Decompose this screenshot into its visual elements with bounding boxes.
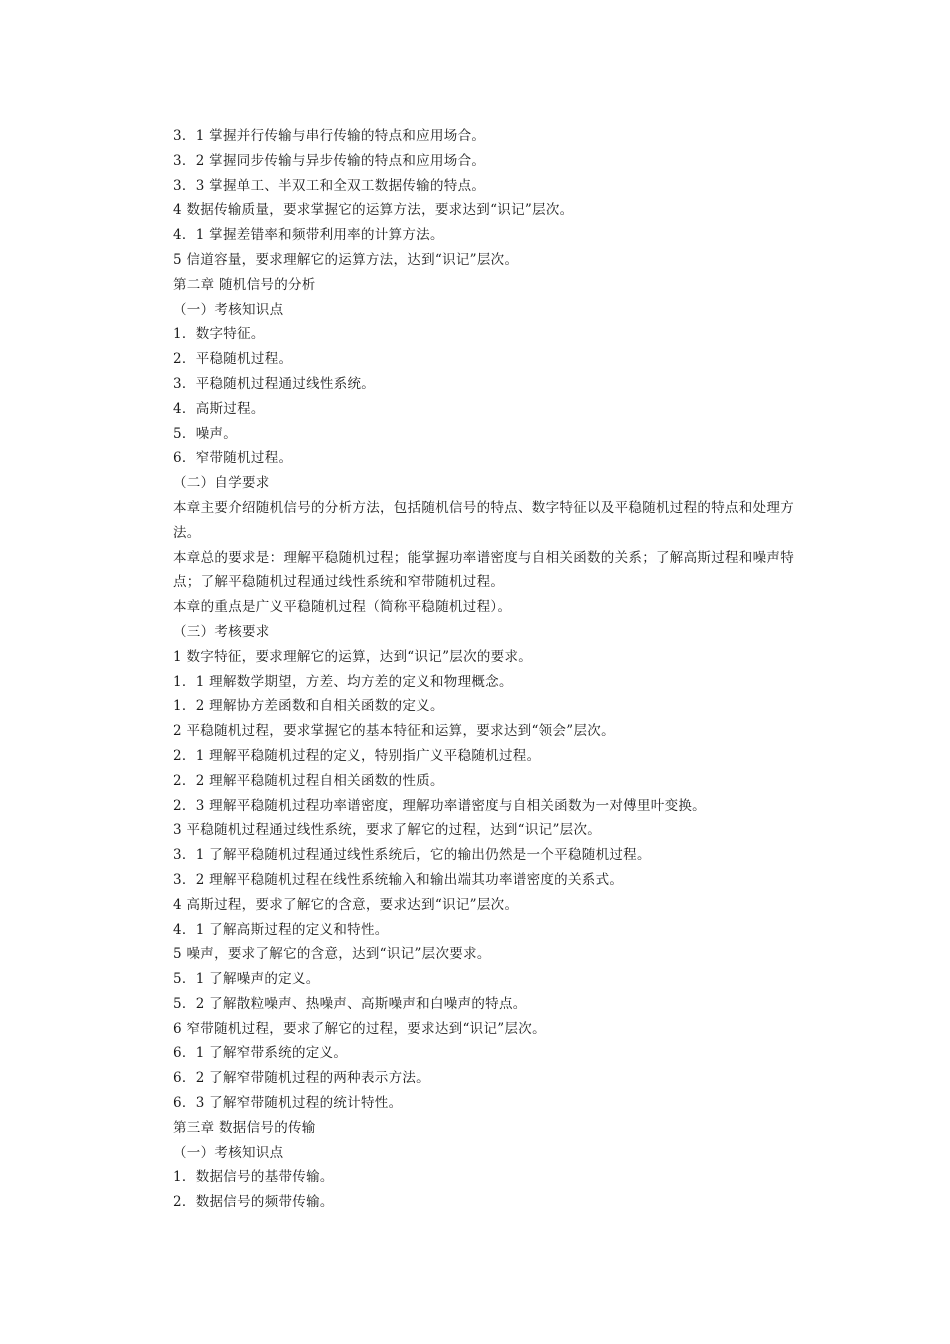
text-line: 1．2 理解协方差函数和自相关函数的定义。 xyxy=(173,698,444,715)
section-heading: （一）考核知识点 xyxy=(173,1144,284,1161)
paragraph: 本章总的要求是：理解平稳随机过程；能掌握功率谱密度与自相关函数的关系；了解高斯过程和噪声特点；了解平稳随机过程通过线性系统和窄带随机过程。 xyxy=(173,549,794,591)
text-line: 4．1 掌握差错率和频带利用率的计算方法。 xyxy=(173,227,444,244)
text-line: 4 数据传输质量，要求掌握它的运算方法，要求达到“识记”层次。 xyxy=(173,202,574,219)
text-line: 2．数据信号的频带传输。 xyxy=(173,1194,334,1211)
text-line: 2．2 理解平稳随机过程自相关函数的性质。 xyxy=(173,772,444,789)
text-line: 3．2 掌握同步传输与异步传输的特点和应用场合。 xyxy=(173,152,486,169)
text-line: 5．2 了解散粒噪声、热噪声、高斯噪声和白噪声的特点。 xyxy=(173,995,527,1012)
text-line: 5．1 了解噪声的定义。 xyxy=(173,971,320,988)
text-line: 1．1 理解数学期望，方差、均方差的定义和物理概念。 xyxy=(173,673,513,690)
text-line: 4 高斯过程，要求了解它的含意，要求达到“识记”层次。 xyxy=(173,896,519,913)
document-body xyxy=(173,124,813,1215)
text-line: 5 信道容量，要求理解它的运算方法，达到“识记”层次。 xyxy=(173,251,519,268)
text-line: 6．1 了解窄带系统的定义。 xyxy=(173,1045,348,1062)
text-line: 2．平稳随机过程。 xyxy=(173,351,293,368)
text-line: 2 平稳随机过程，要求掌握它的基本特征和运算，要求达到“领会”层次。 xyxy=(173,723,615,740)
text-line: 本章的重点是广义平稳随机过程（简称平稳随机过程）。 xyxy=(173,599,512,616)
section-heading: （一）考核知识点 xyxy=(173,301,284,318)
text-line: 6．2 了解窄带随机过程的两种表示方法。 xyxy=(173,1070,430,1087)
chapter-heading: 第二章 随机信号的分析 xyxy=(173,276,316,293)
text-line: 3．平稳随机过程通过线性系统。 xyxy=(173,375,376,392)
text-line: 5 噪声，要求了解它的含意，达到“识记”层次要求。 xyxy=(173,946,491,963)
text-line: 1．数据信号的基带传输。 xyxy=(173,1169,334,1186)
text-line: 3 平稳随机过程通过线性系统，要求了解它的过程，达到“识记”层次。 xyxy=(173,822,602,839)
text-line: 3．3 掌握单工、半双工和全双工数据传输的特点。 xyxy=(173,177,486,194)
text-line: 3．2 理解平稳随机过程在线性系统输入和输出端其功率谱密度的关系式。 xyxy=(173,871,624,888)
text-line: 2．3 理解平稳随机过程功率谱密度，理解功率谱密度与自相关函数为一对傅里叶变换。 xyxy=(173,797,706,814)
section-heading: （二）自学要求 xyxy=(173,475,270,492)
text-line: 1 数字特征，要求理解它的运算，达到“识记”层次的要求。 xyxy=(173,648,533,665)
text-line: 6 窄带随机过程，要求了解它的过程，要求达到“识记”层次。 xyxy=(173,1020,546,1037)
paragraph: 本章主要介绍随机信号的分析方法，包括随机信号的特点、数字特征以及平稳随机过程的特点和处理方法。 xyxy=(173,499,794,541)
text-line: 3．1 了解平稳随机过程通过线性系统后，它的输出仍然是一个平稳随机过程。 xyxy=(173,847,651,864)
text-line: 1．数字特征。 xyxy=(173,326,265,343)
section-heading: （三）考核要求 xyxy=(173,623,270,640)
text-line: 6．3 了解窄带随机过程的统计特性。 xyxy=(173,1095,403,1112)
text-line: 3．1 掌握并行传输与串行传输的特点和应用场合。 xyxy=(173,128,486,144)
chapter-heading: 第三章 数据信号的传输 xyxy=(173,1119,316,1136)
text-line: 4．高斯过程。 xyxy=(173,400,265,417)
text-line: 2．1 理解平稳随机过程的定义，特别指广义平稳随机过程。 xyxy=(173,747,541,764)
text-line: 6．窄带随机过程。 xyxy=(173,450,293,467)
text-line: 5．噪声。 xyxy=(173,425,238,442)
text-line: 4．1 了解高斯过程的定义和特性。 xyxy=(173,921,389,938)
